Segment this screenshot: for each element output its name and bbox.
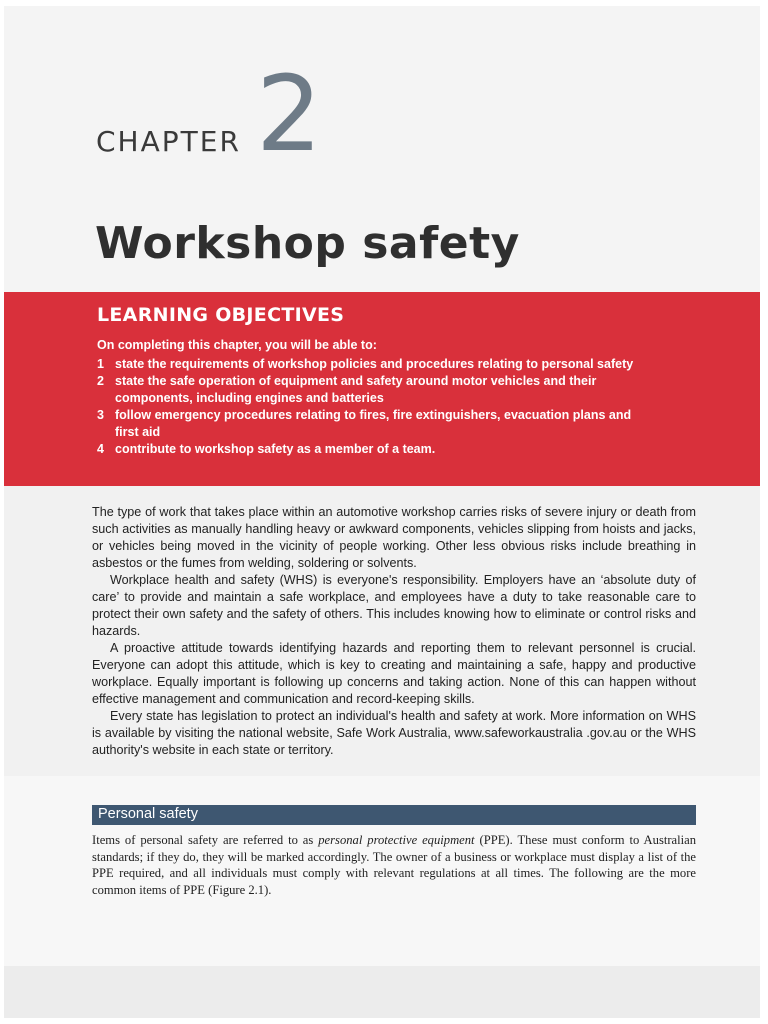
paragraph-text: (PPE). These must conform to Australian standards; if they do, they will be marked accordingly. The owner of a business or workplace must display a list of the PPE required, and all individuals must comply with relevant regulations at all times. The following are the more common items of PPE (Figure 2.1). — [92, 833, 697, 897]
objective-number: 4 — [97, 442, 104, 456]
objective-item — [97, 356, 657, 373]
chapter-label: CHAPTER — [96, 125, 241, 158]
emphasized-term: personal protective equipment — [318, 833, 475, 847]
intro-paragraph: Every state has legislation to protect an individual's health and safety at work. More information on WHS is available by visiting the national website, Safe Work Australia, www.safeworkaustralia .gov.au or the WHS authority's website in each state or territory. — [92, 709, 696, 757]
paragraph-text: Items of personal safety are referred to as — [92, 833, 319, 847]
page-bottom-edge — [4, 966, 760, 1018]
objective-number: 1 — [97, 357, 104, 371]
section-heading: Personal safety — [98, 806, 198, 822]
intro-paragraph: A proactive attitude towards identifying hazards and reporting them to relevant personnel is crucial. Everyone can adopt this attitude, which is key to creating and maintaining a safe, happy and productive workplace. Equally important is following up concerns and taking action. None of this can happen without effective management and communication and record-keeping skills. — [92, 641, 696, 706]
objective-item — [97, 407, 657, 441]
learning-objectives-box — [4, 292, 760, 486]
chapter-number: 2 — [256, 53, 323, 175]
objective-item — [97, 441, 657, 458]
objective-number: 3 — [97, 408, 104, 422]
objective-text: state the safe operation of equipment and safety around motor vehicles and their components, including engines and batteries — [115, 374, 597, 405]
intro-paragraph: Workplace health and safety (WHS) is everyone's responsibility. Employers have an ‘absolute duty of care’ to provide and maintain a safe workplace, and employees have a duty to take reasonable care to protect their own safety and the safety of others. This includes knowing how to eliminate or control risks and hazards. — [92, 573, 696, 638]
learning-objectives-list — [97, 356, 657, 458]
objective-text: follow emergency procedures relating to fires, fire extinguishers, evacuation plans and first aid — [115, 408, 632, 439]
intro-paragraph: The type of work that takes place within an automotive workshop carries risks of severe injury or death from such activities as manually handling heavy or awkward components, vehicles slipping from hoists and jacks, or vehicles being moved in the vicinity of people working. Other less obvious risks include breathing in asbestos or the fumes from welding, soldering or solvents. — [92, 505, 696, 570]
objective-item — [97, 373, 657, 407]
chapter-title: Workshop safety — [95, 218, 520, 269]
section-heading-bar — [92, 805, 696, 825]
learning-objectives-intro: On completing this chapter, you will be able to: — [97, 338, 377, 352]
objective-text: state the requirements of workshop policies and procedures relating to personal safety — [115, 357, 634, 371]
personal-safety-paragraph — [92, 832, 696, 898]
learning-objectives-heading: LEARNING OBJECTIVES — [97, 304, 345, 326]
objective-number: 2 — [97, 374, 104, 388]
objective-text: contribute to workshop safety as a member of a team. — [115, 442, 436, 456]
intro-text — [92, 504, 696, 759]
